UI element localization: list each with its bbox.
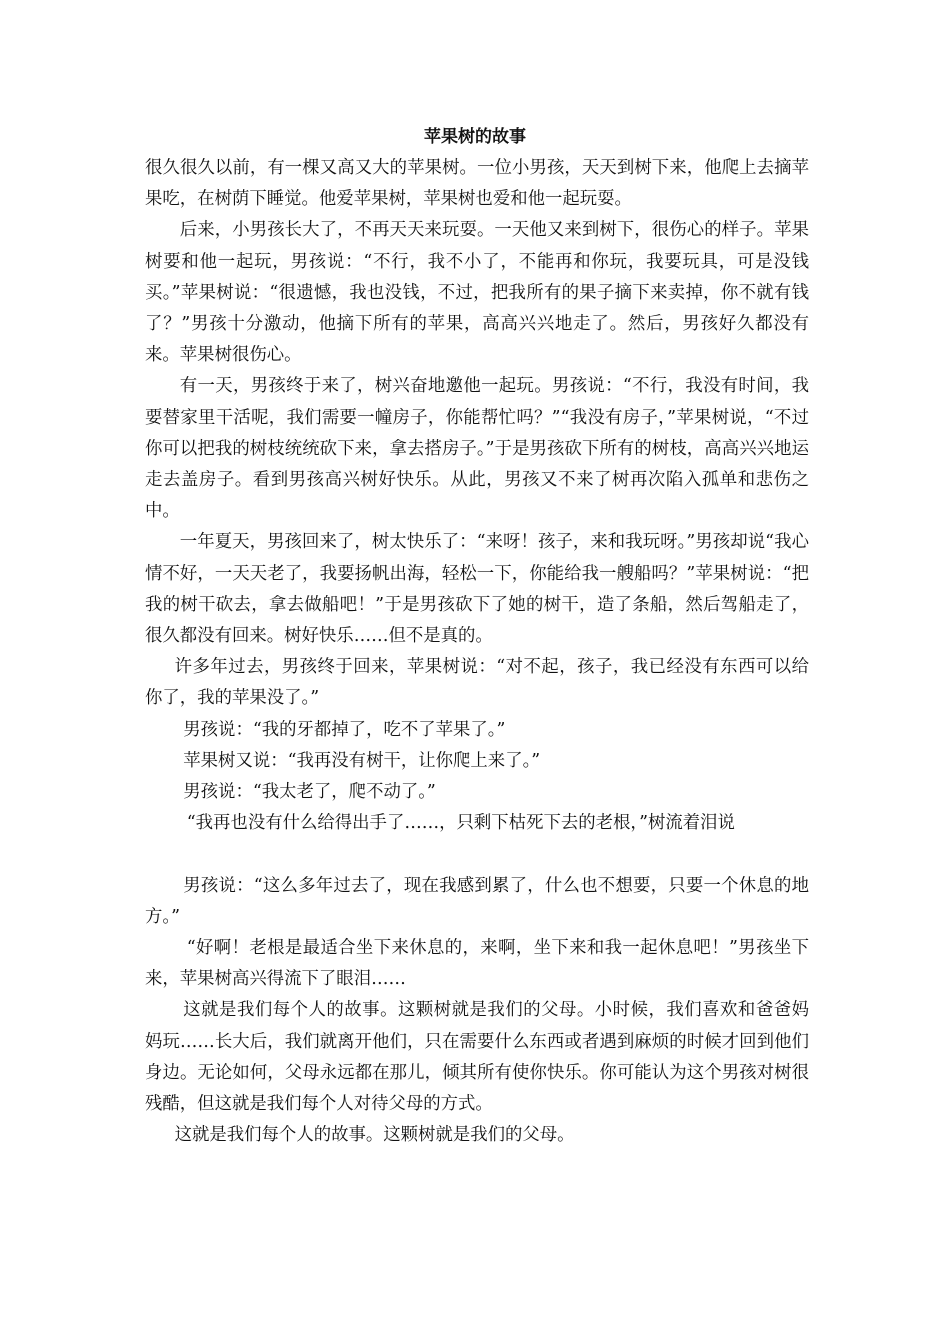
paragraph-12: 这就是我们每个人的故事。这颗树就是我们的父母。小时候，我们喜欢和爸爸妈妈玩……长大后，我们就离开他们，只在需要什么东西或者遇到麻烦的时候才回到他们身边。无论如何，父母永远都在那儿，倾其所有使你快乐。你可能认为这个男孩对树很残酷，但这就是我们每个人对待父母的方式。 [145, 1000, 809, 1115]
paragraph-11: “好啊！老根是最适合坐下来休息的，来啊，坐下来和我一起休息吧！”男孩坐下来，苹果树高兴得流下了眼泪…… [145, 938, 809, 990]
paragraph-4: 一年夏天，男孩回来了，树太快乐了：“来呀！孩子，来和我玩呀。”男孩却说“我心情不好，一天天老了，我要扬帆出海，轻松一下，你能给我一艘船吗？”苹果树说：“把我的树干砍去，拿去做船吧！”于是男孩砍下了她的树干，造了条船，然后驾船走了，很久都没有回来。树好快乐……但不是真的。 [145, 532, 809, 647]
paragraph-10: 男孩说：“这么多年过去了，现在我感到累了，什么也不想要，只要一个休息的地方。” [145, 875, 809, 927]
paragraph-1: 很久很久以前，有一棵又高又大的苹果树。一位小男孩，天天到树下来，他爬上去摘苹果吃，在树荫下睡觉。他爱苹果树，苹果树也爱和他一起玩耍。 [145, 158, 809, 210]
blank-line [145, 839, 809, 870]
paragraph-13: 这就是我们每个人的故事。这颗树就是我们的父母。 [174, 1125, 575, 1146]
paragraph-2: 后来，小男孩长大了，不再天天来玩耍。一天他又来到树下，很伤心的样子。苹果树要和他一起玩，男孩说：“不行，我不小了，不能再和你玩，我要玩具，可是没钱买。”苹果树说：“很遗憾，我也没钱，不过，把我所有的果子摘下来卖掉，你不就有钱了？”男孩十分激动，他摘下所有的苹果，高高兴兴地走了。然后，男孩好久都没有来。苹果树很伤心。 [145, 220, 809, 366]
paragraph-3: 有一天，男孩终于来了，树兴奋地邀他一起玩。男孩说：“不行，我没有时间，我要替家里干活呢，我们需要一幢房子，你能帮忙吗？”“我没有房子，”苹果树说，“不过你可以把我的树枝统统砍下来，拿去搭房子。”于是男孩砍下所有的树枝，高高兴兴地运走去盖房子。看到男孩高兴树好快乐。从此，男孩又不来了树再次陷入孤单和悲伤之中。 [145, 376, 809, 522]
paragraph-8: 男孩说：“我太老了，爬不动了。” [183, 782, 436, 803]
paragraph-7: 苹果树又说：“我再没有树干，让你爬上来了。” [183, 750, 541, 771]
paragraph-6: 男孩说：“我的牙都掉了，吃不了苹果了。” [183, 719, 506, 740]
document-body [145, 153, 809, 1151]
paragraph-5: 许多年过去，男孩终于回来，苹果树说：“对不起，孩子，我已经没有东西可以给你了，我的苹果没了。” [145, 657, 809, 709]
paragraph-9: “我再也没有什么给得出手了……，只剩下枯死下去的老根，”树流着泪说 [186, 813, 735, 834]
document-title: 苹果树的故事 [424, 127, 526, 147]
